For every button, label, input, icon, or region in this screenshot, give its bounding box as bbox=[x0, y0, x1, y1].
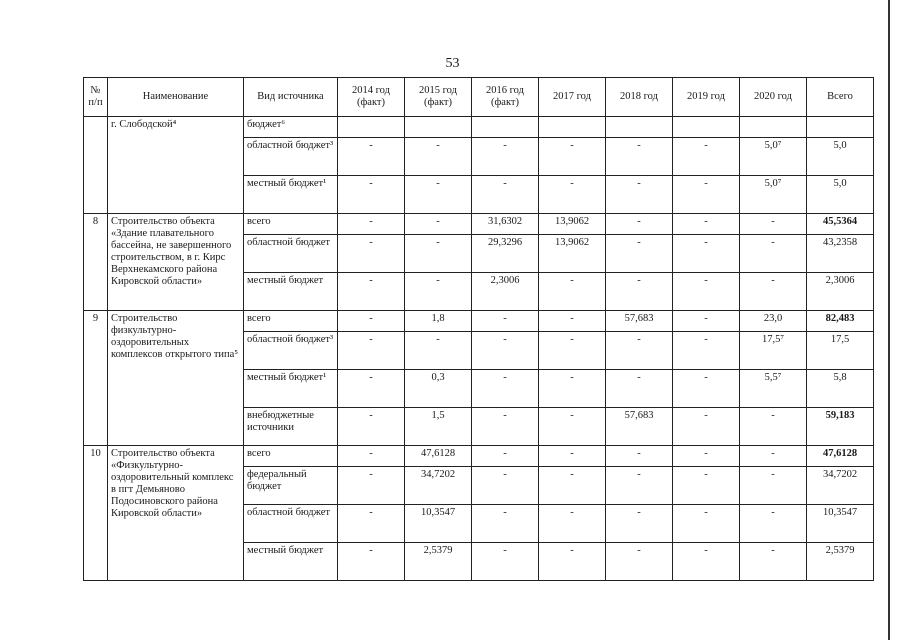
value-cell: - bbox=[338, 332, 405, 370]
value-cell: - bbox=[472, 505, 539, 543]
value-cell: 17,5⁷ bbox=[740, 332, 807, 370]
value-cell: - bbox=[338, 311, 405, 332]
value-cell: 47,6128 bbox=[807, 446, 874, 467]
value-cell: - bbox=[338, 408, 405, 446]
value-cell: - bbox=[539, 176, 606, 214]
value-cell: - bbox=[338, 543, 405, 581]
value-cell: 5,0 bbox=[807, 176, 874, 214]
value-cell: - bbox=[472, 467, 539, 505]
header-total: Всего bbox=[807, 78, 874, 117]
value-cell: - bbox=[673, 332, 740, 370]
value-cell: - bbox=[673, 235, 740, 273]
value-cell: - bbox=[673, 505, 740, 543]
value-cell: - bbox=[606, 235, 673, 273]
value-cell: 43,2358 bbox=[807, 235, 874, 273]
header-2015: 2015 год (факт) bbox=[405, 78, 472, 117]
value-cell bbox=[405, 117, 472, 138]
value-cell: - bbox=[539, 311, 606, 332]
value-cell: - bbox=[740, 505, 807, 543]
table-row bbox=[84, 117, 874, 138]
row-number bbox=[84, 117, 108, 214]
value-cell: - bbox=[539, 543, 606, 581]
value-cell: - bbox=[405, 214, 472, 235]
object-name: г. Слободской⁴ bbox=[108, 117, 244, 214]
value-cell: 0,3 bbox=[405, 370, 472, 408]
value-cell: - bbox=[472, 176, 539, 214]
value-cell: - bbox=[472, 446, 539, 467]
value-cell: 34,7202 bbox=[807, 467, 874, 505]
value-cell bbox=[539, 117, 606, 138]
value-cell: - bbox=[539, 505, 606, 543]
value-cell: - bbox=[740, 408, 807, 446]
value-cell: - bbox=[673, 311, 740, 332]
value-cell: - bbox=[338, 467, 405, 505]
value-cell: 5,0 bbox=[807, 138, 874, 176]
value-cell: - bbox=[472, 332, 539, 370]
value-cell: - bbox=[338, 176, 405, 214]
value-cell: - bbox=[405, 138, 472, 176]
value-cell: 23,0 bbox=[740, 311, 807, 332]
source-type: местный бюджет¹ bbox=[244, 370, 338, 408]
value-cell: - bbox=[472, 408, 539, 446]
header-num: № п/п bbox=[84, 78, 108, 117]
value-cell: 10,3547 bbox=[405, 505, 472, 543]
source-type: федеральный бюджет bbox=[244, 467, 338, 505]
value-cell: - bbox=[606, 273, 673, 311]
header-2020: 2020 год bbox=[740, 78, 807, 117]
table-row bbox=[84, 214, 874, 235]
value-cell: - bbox=[673, 214, 740, 235]
source-type: всего bbox=[244, 214, 338, 235]
value-cell: - bbox=[673, 138, 740, 176]
value-cell: - bbox=[606, 467, 673, 505]
value-cell bbox=[673, 117, 740, 138]
source-type: областной бюджет³ bbox=[244, 138, 338, 176]
value-cell: 31,6302 bbox=[472, 214, 539, 235]
value-cell bbox=[807, 117, 874, 138]
value-cell: - bbox=[405, 235, 472, 273]
table-row bbox=[84, 446, 874, 467]
value-cell: - bbox=[338, 235, 405, 273]
value-cell: - bbox=[606, 446, 673, 467]
source-type: всего bbox=[244, 446, 338, 467]
value-cell: - bbox=[673, 273, 740, 311]
value-cell: - bbox=[539, 273, 606, 311]
source-type: областной бюджет bbox=[244, 235, 338, 273]
value-cell: 10,3547 bbox=[807, 505, 874, 543]
header-2014: 2014 год (факт) bbox=[338, 78, 405, 117]
value-cell: - bbox=[338, 370, 405, 408]
value-cell: 82,483 bbox=[807, 311, 874, 332]
value-cell: - bbox=[405, 176, 472, 214]
header-2016: 2016 год (факт) bbox=[472, 78, 539, 117]
value-cell: - bbox=[539, 446, 606, 467]
value-cell: - bbox=[472, 543, 539, 581]
source-type: областной бюджет bbox=[244, 505, 338, 543]
value-cell: 29,3296 bbox=[472, 235, 539, 273]
header-name: Наименование bbox=[108, 78, 244, 117]
value-cell: 5,0⁷ bbox=[740, 176, 807, 214]
value-cell: - bbox=[405, 273, 472, 311]
value-cell: 2,5379 bbox=[405, 543, 472, 581]
source-type: местный бюджет bbox=[244, 543, 338, 581]
value-cell: 1,8 bbox=[405, 311, 472, 332]
header-2017: 2017 год bbox=[539, 78, 606, 117]
value-cell bbox=[338, 117, 405, 138]
value-cell: - bbox=[338, 446, 405, 467]
value-cell: - bbox=[673, 543, 740, 581]
value-cell: 47,6128 bbox=[405, 446, 472, 467]
value-cell: - bbox=[539, 138, 606, 176]
value-cell: 2,3006 bbox=[807, 273, 874, 311]
value-cell: - bbox=[606, 176, 673, 214]
value-cell: - bbox=[539, 467, 606, 505]
value-cell: 45,5364 bbox=[807, 214, 874, 235]
value-cell: - bbox=[472, 138, 539, 176]
source-type: бюджет⁶ bbox=[244, 117, 338, 138]
value-cell: - bbox=[673, 408, 740, 446]
value-cell: - bbox=[472, 370, 539, 408]
value-cell: 13,9062 bbox=[539, 235, 606, 273]
source-type: местный бюджет¹ bbox=[244, 176, 338, 214]
value-cell: 5,0⁷ bbox=[740, 138, 807, 176]
value-cell bbox=[606, 117, 673, 138]
value-cell: - bbox=[606, 505, 673, 543]
value-cell: - bbox=[338, 273, 405, 311]
table-row bbox=[84, 311, 874, 332]
value-cell: - bbox=[405, 332, 472, 370]
page-edge-line bbox=[888, 0, 890, 640]
value-cell: - bbox=[740, 235, 807, 273]
value-cell: - bbox=[673, 176, 740, 214]
value-cell: - bbox=[740, 446, 807, 467]
row-number: 8 bbox=[84, 214, 108, 311]
value-cell: 57,683 bbox=[606, 408, 673, 446]
value-cell: - bbox=[539, 408, 606, 446]
header-row bbox=[84, 78, 874, 117]
value-cell: - bbox=[606, 543, 673, 581]
source-type: внебюджетные источники bbox=[244, 408, 338, 446]
value-cell: - bbox=[539, 370, 606, 408]
value-cell: - bbox=[673, 370, 740, 408]
header-2018: 2018 год bbox=[606, 78, 673, 117]
value-cell: - bbox=[472, 311, 539, 332]
value-cell: 17,5 bbox=[807, 332, 874, 370]
value-cell: 5,5⁷ bbox=[740, 370, 807, 408]
value-cell: - bbox=[673, 467, 740, 505]
financing-table bbox=[83, 77, 874, 581]
row-number: 9 bbox=[84, 311, 108, 446]
page-number: 53 bbox=[445, 56, 460, 71]
header-source: Вид источника bbox=[244, 78, 338, 117]
value-cell: - bbox=[740, 543, 807, 581]
value-cell: - bbox=[740, 273, 807, 311]
object-name: Строительство объекта «Физкультурно-оздоровительный комплекс в пгт Демьяново Подосиновского района Кировской области» bbox=[108, 446, 244, 581]
value-cell: - bbox=[740, 467, 807, 505]
value-cell: - bbox=[673, 446, 740, 467]
value-cell: 34,7202 bbox=[405, 467, 472, 505]
source-type: областной бюджет³ bbox=[244, 332, 338, 370]
value-cell: 13,9062 bbox=[539, 214, 606, 235]
value-cell: 57,683 bbox=[606, 311, 673, 332]
value-cell: 5,8 bbox=[807, 370, 874, 408]
object-name: Строительство физкультурно-оздоровительных комплексов открытого типа⁵ bbox=[108, 311, 244, 446]
value-cell: - bbox=[338, 505, 405, 543]
value-cell: - bbox=[338, 214, 405, 235]
value-cell: 1,5 bbox=[405, 408, 472, 446]
value-cell: 2,3006 bbox=[472, 273, 539, 311]
header-2019: 2019 год bbox=[673, 78, 740, 117]
value-cell: 59,183 bbox=[807, 408, 874, 446]
value-cell: - bbox=[740, 214, 807, 235]
value-cell: - bbox=[606, 332, 673, 370]
value-cell: 2,5379 bbox=[807, 543, 874, 581]
object-name: Строительство объекта «Здание плавательного бассейна, не завершенного строительством, в г. Кирс Верхнекамского района Кировской области» bbox=[108, 214, 244, 311]
value-cell: - bbox=[606, 214, 673, 235]
row-number: 10 bbox=[84, 446, 108, 581]
value-cell: - bbox=[606, 138, 673, 176]
source-type: всего bbox=[244, 311, 338, 332]
value-cell bbox=[740, 117, 807, 138]
value-cell: - bbox=[606, 370, 673, 408]
value-cell bbox=[472, 117, 539, 138]
value-cell: - bbox=[539, 332, 606, 370]
source-type: местный бюджет bbox=[244, 273, 338, 311]
value-cell: - bbox=[338, 138, 405, 176]
